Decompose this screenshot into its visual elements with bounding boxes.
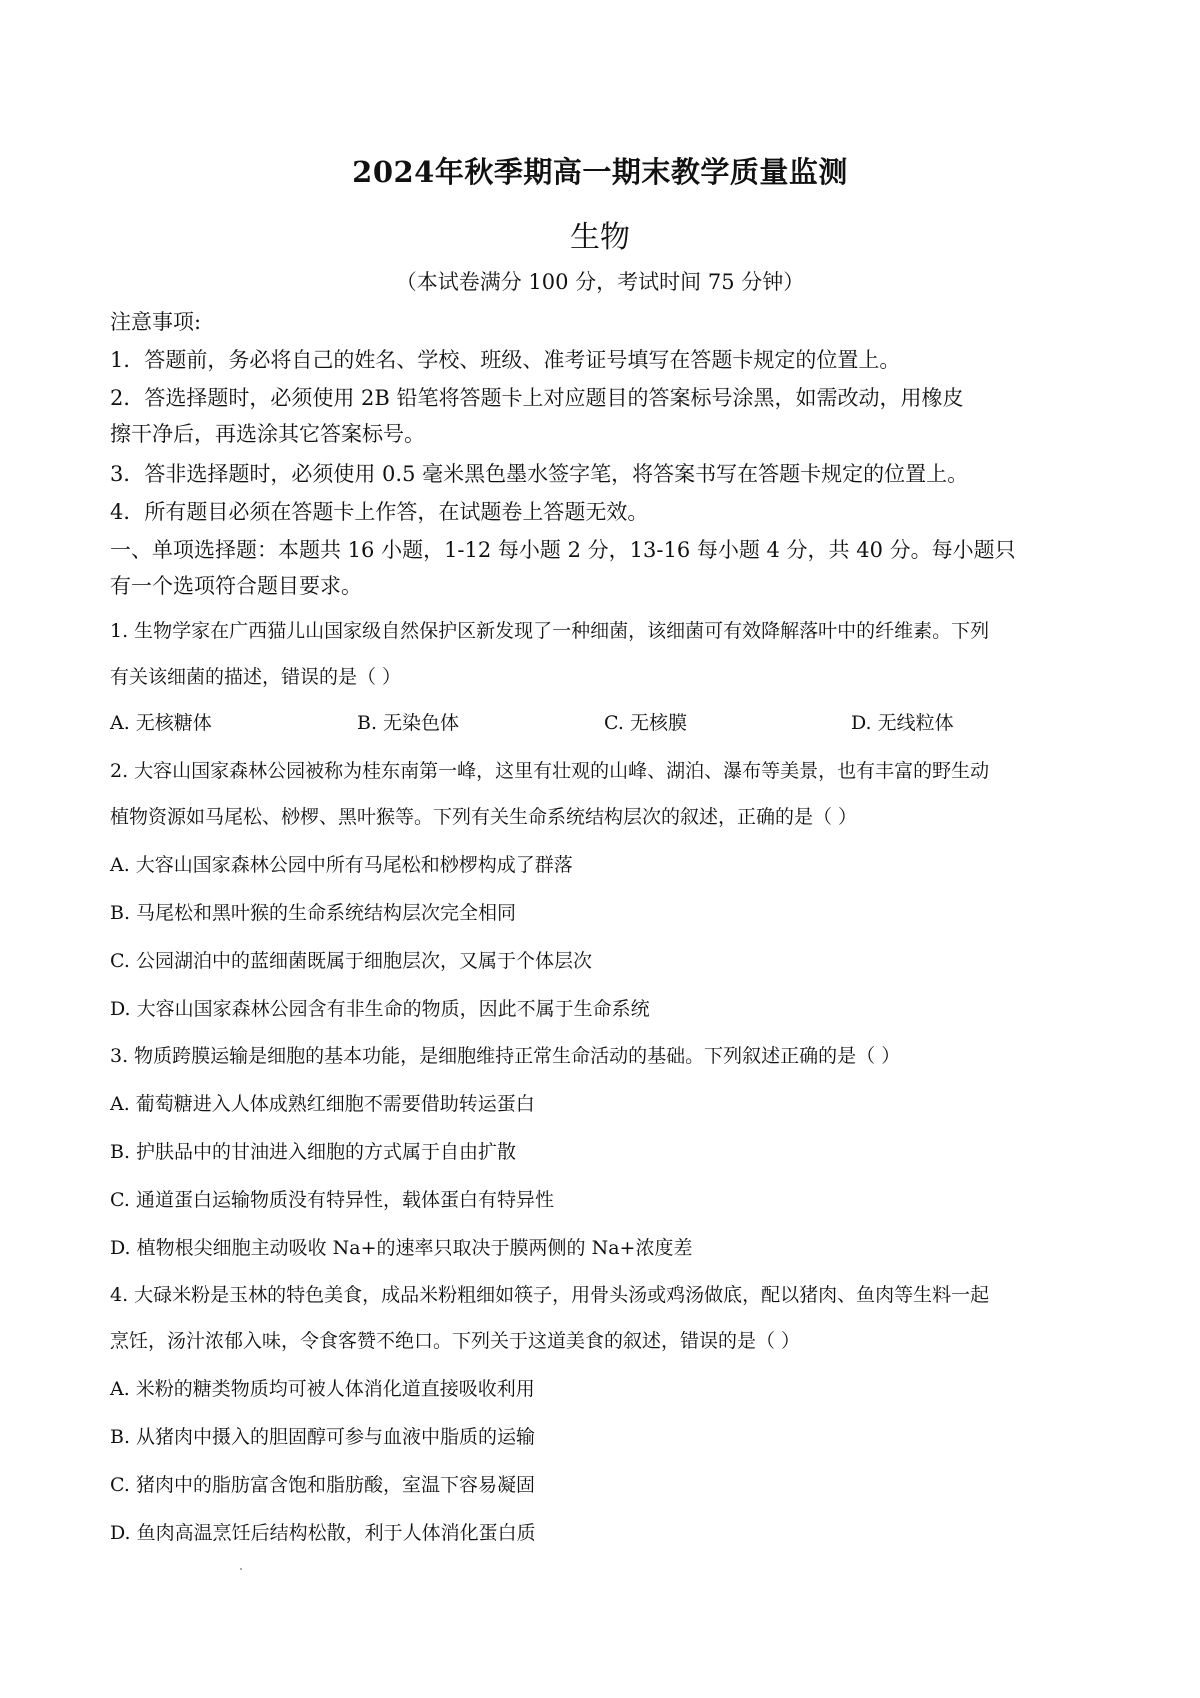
notice-item: 擦干净后，再选涂其它答案标号。	[110, 422, 425, 446]
option-d: D. 植物根尖细胞主动吸收 Na+的速率只取决于膜两侧的 Na+浓度差	[110, 1237, 693, 1259]
option-a: A. 大容山国家森林公园中所有马尾松和桫椤构成了群落	[110, 854, 573, 876]
option-b: B. 护肤品中的甘油进入细胞的方式属于自由扩散	[110, 1141, 517, 1163]
notice-item: 2．答选择题时，必须使用 2B 铅笔将答题卡上对应题目的答案标号涂黑，如需改动，用橡皮	[110, 386, 964, 410]
question-stem: 植物资源如马尾松、桫椤、黑叶猴等。下列有关生命系统结构层次的叙述，正确的是（ ）	[110, 806, 858, 828]
exam-title: 2024年秋季期高一期末教学质量监测	[352, 155, 848, 189]
option-d: D. 鱼肉高温烹饪后结构松散，利于人体消化蛋白质	[110, 1522, 536, 1544]
option-c: C. 无核膜	[604, 712, 687, 734]
option-a: A. 葡萄糖进入人体成熟红细胞不需要借助转运蛋白	[110, 1093, 535, 1115]
section-heading: 一、单项选择题：本题共 16 小题，1-12 每小题 2 分，13-16 每小题 4 分，共 40 分。每小题只	[110, 538, 1016, 562]
notice-item: 3．答非选择题时，必须使用 0.5 毫米黑色墨水签字笔，将答案书写在答题卡规定的位置上。	[110, 462, 969, 486]
subject-title: 生物	[570, 220, 630, 255]
option-d: D. 大容山国家森林公园含有非生命的物质，因此不属于生命系统	[110, 998, 650, 1020]
exam-info: （本试卷满分 100 分，考试时间 75 分钟）	[395, 270, 805, 294]
option-c: C. 公园湖泊中的蓝细菌既属于细胞层次，又属于个体层次	[110, 950, 592, 972]
question-stem: 烹饪，汤汁浓郁入味，令食客赞不绝口。下列关于这道美食的叙述，错误的是（ ）	[110, 1330, 801, 1352]
scan-speck	[240, 1568, 242, 1570]
option-b: B. 从猪肉中摄入的胆固醇可参与血液中脂质的运输	[110, 1426, 536, 1448]
notice-item: 1．答题前，务必将自己的姓名、学校、班级、准考证号填写在答题卡规定的位置上。	[110, 348, 901, 372]
option-b: B. 马尾松和黑叶猴的生命系统结构层次完全相同	[110, 902, 517, 924]
option-b: B. 无染色体	[357, 712, 460, 734]
option-a: A. 无核糖体	[110, 712, 212, 734]
question-stem: 3. 物质跨膜运输是细胞的基本功能，是细胞维持正常生命活动的基础。下列叙述正确的是（ ）	[110, 1045, 901, 1067]
option-a: A. 米粉的糖类物质均可被人体消化道直接吸收利用	[110, 1378, 535, 1400]
section-heading-cont: 有一个选项符合题目要求。	[110, 574, 362, 598]
question-stem: 有关该细菌的描述，错误的是（ ）	[110, 666, 402, 688]
notice-heading: 注意事项:	[110, 310, 202, 334]
question-stem: 4. 大碌米粉是玉林的特色美食，成品米粉粗细如筷子，用骨头汤或鸡汤做底，配以猪肉、鱼肉等生料一起	[110, 1284, 990, 1306]
question-stem: 1. 生物学家在广西猫儿山国家级自然保护区新发现了一种细菌，该细菌可有效降解落叶中的纤维素。下列	[110, 620, 990, 642]
option-d: D. 无线粒体	[851, 712, 954, 734]
option-c: C. 通道蛋白运输物质没有特异性，载体蛋白有特异性	[110, 1189, 554, 1211]
question-4	[110, 0, 1095, 1698]
question-stem: 2. 大容山国家森林公园被称为桂东南第一峰，这里有壮观的山峰、湖泊、瀑布等美景，也有丰富的野生动	[110, 760, 990, 782]
option-c: C. 猪肉中的脂肪富含饱和脂肪酸，室温下容易凝固	[110, 1474, 535, 1496]
notice-item: 4．所有题目必须在答题卡上作答，在试题卷上答题无效。	[110, 500, 649, 524]
